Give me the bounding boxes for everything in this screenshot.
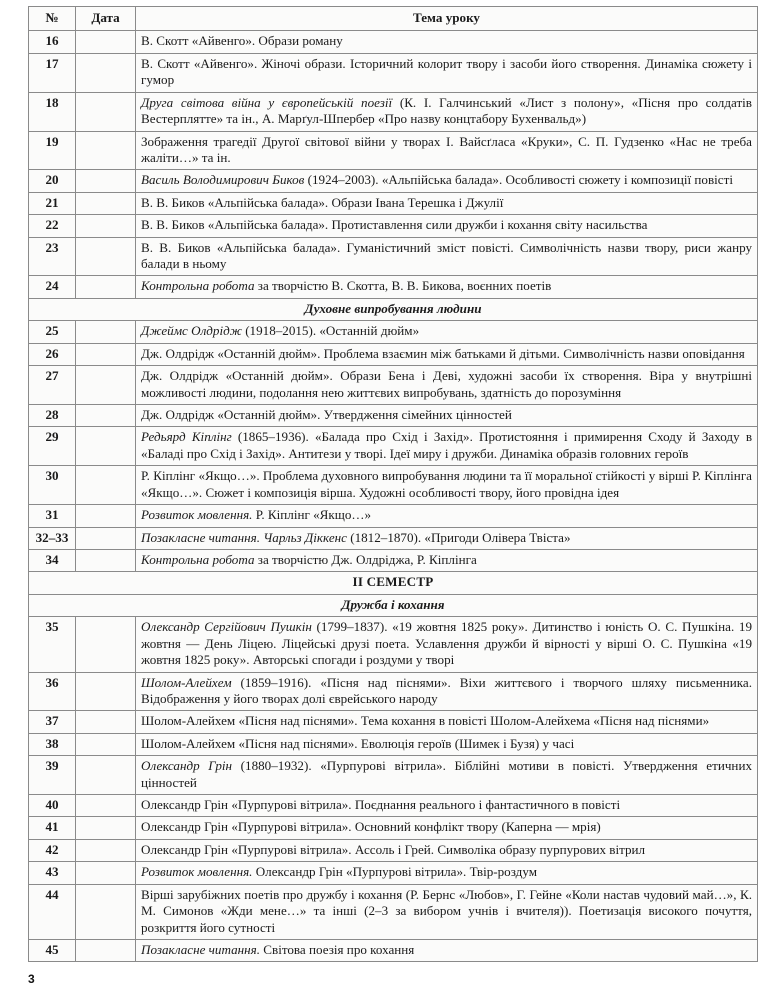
table-row (29, 733, 758, 755)
lesson-topic-text: Дж. Олдрідж «Останній дюйм». Образи Бена і Деві, художні засоби їх створення. Віра у внутрішні можливості людини, подолання нею життєвих випробувань, здатність до порозуміння (141, 368, 752, 400)
lesson-date-cell[interactable] (76, 170, 136, 192)
lesson-number-cell: 23 (29, 237, 76, 276)
lesson-topic-cell (136, 817, 758, 839)
table-row (29, 170, 758, 192)
table-row (29, 527, 758, 549)
lesson-topic-text: Р. Кіплінг «Якщо…». Проблема духовного випробування людини та її моральної стійкості у вірші Р. Кіплінга «Якщо…». Сюжет і композиція вірша. Художні особливості твору, його провідна ідея (141, 468, 752, 500)
lesson-topic-cell (136, 366, 758, 405)
table-row (29, 839, 758, 861)
lesson-topic-cell (136, 237, 758, 276)
lesson-number-cell: 26 (29, 343, 76, 365)
lesson-date-cell[interactable] (76, 131, 136, 170)
lesson-topic-cell (136, 92, 758, 131)
section-header-row (29, 298, 758, 320)
table-row (29, 884, 758, 939)
lesson-topic-lead: Контрольна робота (141, 278, 255, 294)
lesson-topic-cell (136, 131, 758, 170)
table-row (29, 427, 758, 466)
lesson-topic-text: (1918–2015). «Останній дюйм» (241, 323, 420, 339)
lesson-topic-cell (136, 427, 758, 466)
table-row (29, 366, 758, 405)
lesson-topic-text: (1812–1870). «Пригоди Олівера Твіста» (346, 529, 571, 545)
lesson-topic-text: Вірші зарубіжних поетів про дружбу і кохання (Р. Бернс «Любов», Г. Гейне «Коли настав чудовий май…», К. М. Симонов «Жди мене…» та інші (2–3 за вибором учнів і вчителя)). Поетизація високого почуття, розкриття його сутності (141, 886, 752, 935)
lesson-date-cell[interactable] (76, 31, 136, 53)
lesson-topic-lead: Олександр Грін (141, 758, 233, 774)
lesson-topic-lead: Олександр Сергійович Пушкін (141, 619, 312, 635)
lesson-topic-cell (136, 711, 758, 733)
lesson-topic-cell (136, 405, 758, 427)
lesson-topic-lead: Друга світова війна у європейській поезії (141, 94, 393, 110)
lesson-topic-text: Олександр Грін «Пурпурові вітрила». Твір-роздум (252, 864, 537, 880)
lesson-topic-cell (136, 31, 758, 53)
lesson-date-cell[interactable] (76, 711, 136, 733)
lesson-date-cell[interactable] (76, 276, 136, 298)
lesson-date-cell[interactable] (76, 405, 136, 427)
lesson-topic-lead: Розвиток мовлення. (141, 507, 253, 523)
column-header-date: Дата (76, 7, 136, 31)
lesson-date-cell[interactable] (76, 617, 136, 672)
column-header-topic: Тема уроку (136, 7, 758, 31)
lesson-date-cell[interactable] (76, 53, 136, 92)
lesson-topic-text: В. В. Биков «Альпійська балада». Протиставлення сили дружби і кохання світу насильства (141, 217, 648, 233)
lesson-topic-text: (К. І. Галчинський «Лист з полону», «Пісня про солдатів Вестерплятте» та ін., А. Марґул-Шпербер «Про назву концтабору Бухенвальд») (141, 94, 752, 127)
section-header-row (29, 594, 758, 616)
lesson-topic-text: В. Скотт «Айвенго». Жіночі образи. Історичний колорит твору і засоби його створення. Динаміка сюжету і гумор (141, 55, 752, 88)
lesson-number-cell: 35 (29, 617, 76, 672)
table-row (29, 215, 758, 237)
lesson-topic-cell (136, 939, 758, 961)
lesson-topic-text: В. В. Биков «Альпійська балада». Гуманістичний зміст повісті. Символічність назви твору, риси жанру балади в ньому (141, 239, 752, 272)
lesson-topic-text: (1865–1936). «Балада про Схід і Захід». Протистояння і примирення Сходу й Заходу в «Баладі про Схід і Захід». Антитези у творі. Ідеї миру і дружби. Динаміка образів головних героїв (141, 429, 752, 461)
lesson-topic-cell (136, 276, 758, 298)
column-header-number: № (29, 7, 76, 31)
table-row (29, 321, 758, 343)
lesson-topic-text: (1859–1916). «Пісня над піснями». Віхи життєвого і творчого шляху письменника. Відображення у його творах долі єврейського народу (141, 674, 752, 706)
lesson-date-cell[interactable] (76, 343, 136, 365)
table-row (29, 192, 758, 214)
lesson-number-cell: 39 (29, 756, 76, 795)
lesson-topic-text: Олександр Грін «Пурпурові вітрила». Ассоль і Грей. Символіка образу пурпурових вітрил (141, 841, 646, 857)
lesson-number-cell: 29 (29, 427, 76, 466)
lesson-plan-table (28, 6, 758, 962)
table-row (29, 672, 758, 711)
lesson-topic-text: Олександр Грін «Пурпурові вітрила». Поєднання реального і фантастичного в повісті (141, 797, 621, 813)
lesson-topic-cell (136, 53, 758, 92)
lesson-topic-cell (136, 321, 758, 343)
lesson-number-cell: 20 (29, 170, 76, 192)
table-header (29, 7, 758, 31)
lesson-date-cell[interactable] (76, 427, 136, 466)
lesson-topic-text: Світова поезія про кохання (260, 941, 415, 957)
lesson-date-cell[interactable] (76, 527, 136, 549)
page-number: 3 (28, 972, 35, 986)
lesson-number-cell: 32–33 (29, 527, 76, 549)
table-row (29, 466, 758, 505)
section-title: Дружба і кохання (29, 594, 758, 616)
lesson-number-cell: 44 (29, 884, 76, 939)
lesson-number-cell: 36 (29, 672, 76, 711)
lesson-date-cell[interactable] (76, 839, 136, 861)
table-row (29, 617, 758, 672)
table-header-row (29, 7, 758, 31)
table-body (29, 31, 758, 962)
lesson-topic-cell (136, 756, 758, 795)
lesson-topic-lead: Василь Володимирович Биков (141, 172, 305, 188)
lesson-number-cell: 28 (29, 405, 76, 427)
lesson-topic-text: (1924–2003). «Альпійська балада». Особливості сюжету і композиції повісті (304, 172, 733, 188)
lesson-topic-lead: Позакласне читання. (141, 941, 260, 957)
lesson-topic-lead: Редьярд Кіплінг (141, 429, 232, 445)
lesson-topic-text: Шолом-Алейхем «Пісня над піснями». Еволюція героїв (Шимек і Бузя) у часі (141, 735, 575, 751)
lesson-date-cell[interactable] (76, 549, 136, 571)
lesson-number-cell: 42 (29, 839, 76, 861)
lesson-date-cell[interactable] (76, 321, 136, 343)
lesson-topic-cell (136, 527, 758, 549)
lesson-topic-cell (136, 466, 758, 505)
lesson-date-cell[interactable] (76, 237, 136, 276)
lesson-topic-text: Шолом-Алейхем «Пісня над піснями». Тема кохання в повісті Шолом-Алейхема «Пісня над піснями» (141, 713, 710, 729)
lesson-date-cell[interactable] (76, 756, 136, 795)
lesson-date-cell[interactable] (76, 817, 136, 839)
lesson-topic-lead: Розвиток мовлення. (141, 864, 253, 880)
lesson-topic-lead: Джеймс Олдрідж (141, 323, 242, 339)
lesson-topic-text: за творчістю В. Скотта, В. В. Бикова, воєнних поетів (254, 278, 552, 294)
lesson-topic-text: Олександр Грін «Пурпурові вітрила». Основний конфлікт твору (Каперна — мрія) (141, 819, 601, 835)
lesson-number-cell: 34 (29, 549, 76, 571)
lesson-topic-cell (136, 170, 758, 192)
table-row (29, 711, 758, 733)
section-title: II СЕМЕСТР (29, 572, 758, 594)
lesson-number-cell: 38 (29, 733, 76, 755)
lesson-topic-text: В. В. Биков «Альпійська балада». Образи Івана Терешка і Джулії (141, 194, 504, 210)
lesson-date-cell[interactable] (76, 733, 136, 755)
lesson-topic-text: Зображення трагедії Другої світової війни у творах І. Вайсґласа «Круки», С. П. Гудзенко «Нас не треба жаліти…» та ін. (141, 133, 752, 165)
lesson-number-cell: 31 (29, 505, 76, 527)
lesson-date-cell[interactable] (76, 215, 136, 237)
lesson-number-cell: 22 (29, 215, 76, 237)
lesson-topic-lead: Шолом-Алейхем (141, 674, 232, 690)
lesson-topic-cell (136, 549, 758, 571)
lesson-date-cell[interactable] (76, 884, 136, 939)
lesson-topic-cell (136, 215, 758, 237)
table-row (29, 756, 758, 795)
table-row (29, 795, 758, 817)
lesson-date-cell[interactable] (76, 939, 136, 961)
lesson-topic-text: Р. Кіплінг «Якщо…» (252, 507, 372, 523)
lesson-number-cell: 24 (29, 276, 76, 298)
lesson-date-cell[interactable] (76, 192, 136, 214)
lesson-topic-cell (136, 795, 758, 817)
lesson-number-cell: 27 (29, 366, 76, 405)
lesson-date-cell[interactable] (76, 862, 136, 884)
table-row (29, 549, 758, 571)
lesson-topic-lead: Позакласне читання. Чарльз Діккенс (141, 529, 347, 545)
lesson-number-cell: 16 (29, 31, 76, 53)
lesson-topic-text: В. Скотт «Айвенго». Образи роману (141, 33, 343, 49)
table-row (29, 505, 758, 527)
lesson-number-cell: 40 (29, 795, 76, 817)
lesson-topic-text: (1799–1837). «19 жовтня 1825 року». Дитинство і юність О. С. Пушкіна. 19 жовтня — День Ліцею. Ліцейські друзі поета. Уславлення дружби й вірності у вірші О. С. Пушкіна «19 жовтня 1825 року». Авторські спогади і роздуми у творі (141, 619, 752, 668)
lesson-topic-cell (136, 343, 758, 365)
table-row (29, 862, 758, 884)
lesson-topic-text: Дж. Олдрідж «Останній дюйм». Проблема взаємин між батьками й дітьми. Символічність назви оповідання (141, 345, 745, 361)
lesson-topic-text: за творчістю Дж. Олдріджа, Р. Кіплінга (254, 551, 477, 567)
lesson-number-cell: 18 (29, 92, 76, 131)
section-header-row (29, 572, 758, 594)
lesson-date-cell[interactable] (76, 366, 136, 405)
lesson-topic-cell (136, 839, 758, 861)
lesson-date-cell[interactable] (76, 672, 136, 711)
table-row (29, 939, 758, 961)
table-row (29, 343, 758, 365)
table-row (29, 237, 758, 276)
table-row (29, 131, 758, 170)
lesson-topic-text: Дж. Олдрідж «Останній дюйм». Утвердження сімейних цінностей (141, 407, 512, 423)
lesson-topic-lead: Контрольна робота (141, 551, 255, 567)
lesson-topic-cell (136, 733, 758, 755)
lesson-number-cell: 43 (29, 862, 76, 884)
lesson-topic-text: (1880–1932). «Пурпурові вітрила». Біблійні мотиви в повісті. Утвердження етичних цінностей (141, 758, 752, 790)
lesson-topic-cell (136, 505, 758, 527)
table-row (29, 31, 758, 53)
table-row (29, 92, 758, 131)
lesson-number-cell: 41 (29, 817, 76, 839)
lesson-number-cell: 21 (29, 192, 76, 214)
section-title: Духовне випробування людини (29, 298, 758, 320)
lesson-date-cell[interactable] (76, 466, 136, 505)
lesson-number-cell: 17 (29, 53, 76, 92)
lesson-date-cell[interactable] (76, 505, 136, 527)
lesson-number-cell: 19 (29, 131, 76, 170)
lesson-number-cell: 45 (29, 939, 76, 961)
lesson-number-cell: 30 (29, 466, 76, 505)
lesson-topic-cell (136, 672, 758, 711)
lesson-number-cell: 37 (29, 711, 76, 733)
table-row (29, 817, 758, 839)
lesson-topic-cell (136, 617, 758, 672)
lesson-topic-cell (136, 192, 758, 214)
lesson-number-cell: 25 (29, 321, 76, 343)
table-row (29, 53, 758, 92)
lesson-date-cell[interactable] (76, 795, 136, 817)
lesson-date-cell[interactable] (76, 92, 136, 131)
lesson-topic-cell (136, 862, 758, 884)
table-row (29, 405, 758, 427)
table-row (29, 276, 758, 298)
lesson-topic-cell (136, 884, 758, 939)
